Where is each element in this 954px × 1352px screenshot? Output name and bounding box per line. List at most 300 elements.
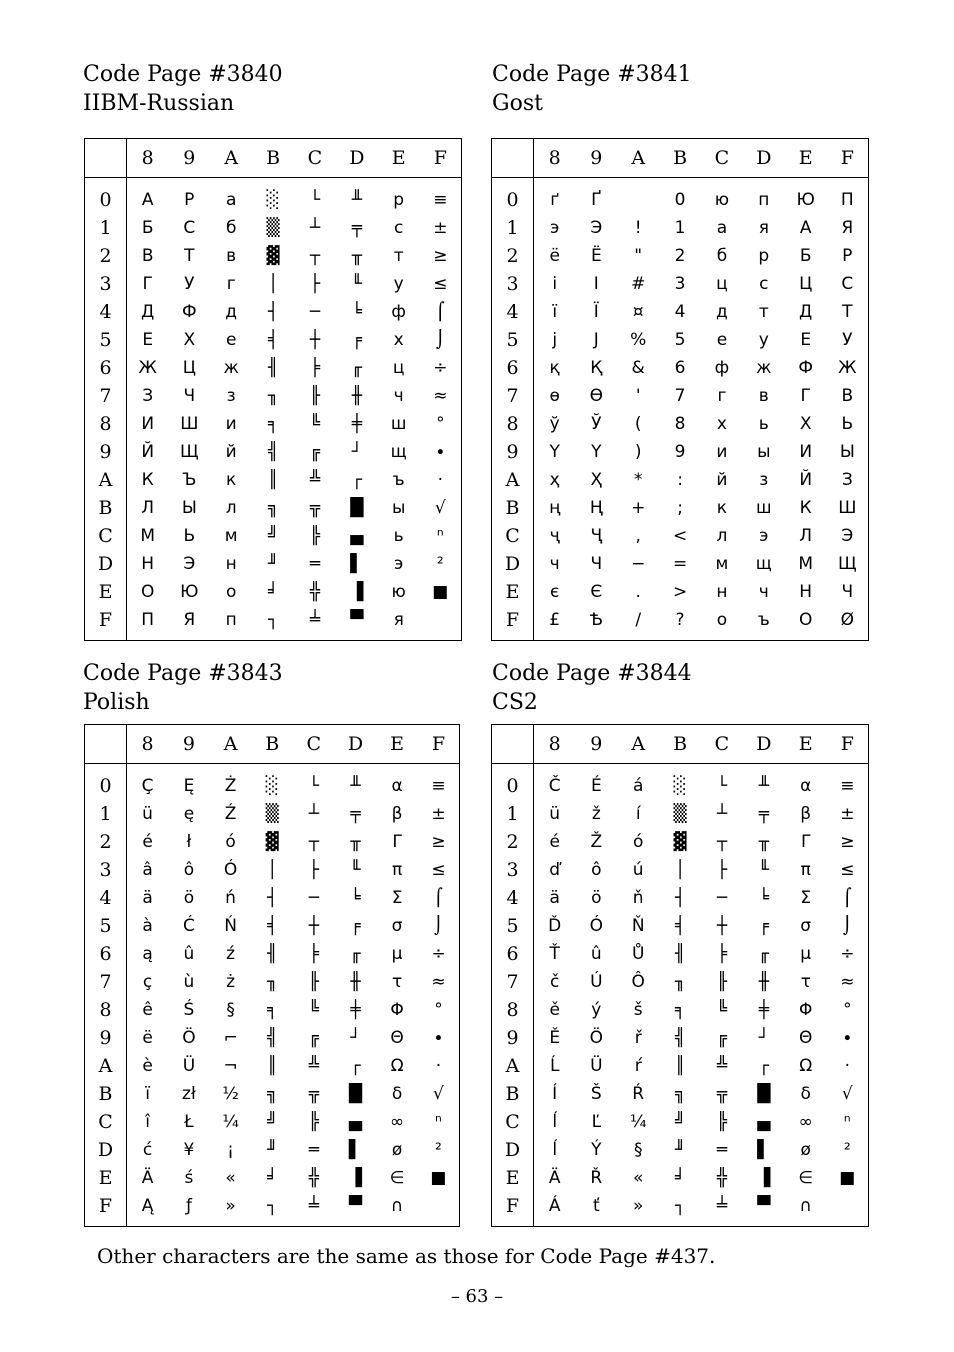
character-cell: ╬ — [716, 1167, 728, 1188]
character-cell: û — [590, 943, 602, 964]
row-header: 1 — [85, 214, 127, 242]
row-header: 3 — [85, 856, 127, 884]
column-header: B — [659, 139, 701, 178]
character-cell: ≤ — [840, 859, 855, 880]
character-cell: δ — [800, 1083, 811, 1104]
table-row — [85, 996, 460, 1024]
character-cell: Ą — [141, 1195, 154, 1216]
character-cell: н — [716, 581, 728, 602]
character-cell: ╪ — [758, 999, 769, 1020]
character-cell: Ц — [182, 357, 196, 378]
row-header: E — [492, 1164, 534, 1192]
table-row — [85, 550, 462, 578]
row-header: C — [85, 1108, 127, 1136]
character-cell: Ф — [798, 357, 813, 378]
character-cell: ≤ — [433, 273, 448, 294]
row-header: C — [492, 1108, 534, 1136]
corner-cell — [85, 725, 127, 764]
row-header: A — [492, 1052, 534, 1080]
character-cell: ╩ — [308, 1055, 319, 1076]
character-cell: Ү — [549, 441, 560, 462]
character-cell: Ч — [841, 581, 854, 602]
character-cell: ▓ — [673, 831, 687, 852]
column-header: 8 — [127, 139, 169, 178]
character-cell: ╟ — [308, 971, 319, 992]
table-row — [492, 606, 869, 641]
character-cell: ■ — [430, 1167, 447, 1188]
character-cell: с — [759, 273, 769, 294]
row-header: D — [492, 1136, 534, 1164]
character-cell: р — [393, 189, 405, 210]
character-cell: Е — [142, 329, 154, 350]
character-cell: ▓ — [265, 831, 279, 852]
character-cell: Б — [799, 245, 812, 266]
character-cell: ╢ — [267, 943, 278, 964]
character-cell: ╕ — [674, 999, 686, 1020]
character-cell: ╨ — [351, 189, 362, 210]
character-cell: ° — [843, 999, 852, 1020]
character-cell: І — [593, 273, 599, 294]
row-header: 0 — [492, 764, 534, 801]
character-cell: К — [799, 497, 812, 518]
character-cell: . — [635, 581, 641, 602]
character-cell: µ — [800, 943, 812, 964]
row-header: 6 — [85, 354, 127, 382]
character-cell: β — [800, 803, 812, 824]
character-cell: ≈ — [431, 971, 446, 992]
character-cell: ║ — [267, 1055, 278, 1076]
character-cell: ┬ — [308, 831, 319, 852]
character-cell: ù — [183, 971, 195, 992]
character-cell: Ѣ — [589, 609, 603, 630]
code-page-title: Code Page #3844 — [492, 661, 692, 686]
character-cell: ² — [843, 1139, 851, 1160]
row-header: 3 — [85, 270, 127, 298]
character-cell: ± — [433, 217, 448, 238]
character-cell: Є — [590, 581, 603, 602]
character-cell: Ä — [141, 1167, 154, 1188]
character-cell: > — [672, 581, 688, 602]
table-row — [85, 1164, 460, 1192]
code-page-caption — [83, 60, 283, 118]
row-header: 0 — [85, 178, 127, 215]
character-cell: ╚ — [309, 413, 321, 434]
character-cell: Ю — [796, 189, 815, 210]
character-cell: ╫ — [758, 971, 769, 992]
character-cell: Г — [800, 385, 811, 406]
row-header: D — [492, 550, 534, 578]
character-cell: └ — [309, 189, 321, 210]
character-cell: Σ — [391, 887, 403, 908]
character-cell: к — [716, 497, 728, 518]
character-cell: ⁿ — [435, 1111, 442, 1132]
character-cell: ƒ — [185, 1195, 192, 1216]
table-row — [85, 178, 462, 215]
character-cell: ң — [549, 497, 561, 518]
character-cell: % — [630, 329, 647, 350]
character-cell: Э — [590, 217, 603, 238]
character-cell: ▒ — [266, 217, 280, 238]
character-cell: З — [841, 469, 853, 490]
character-cell: É — [590, 775, 602, 796]
character-cell: ø — [391, 1139, 403, 1160]
character-cell: Ö — [182, 1027, 196, 1048]
character-cell: Ў — [591, 413, 602, 434]
character-cell: ├ — [716, 859, 728, 880]
character-cell: ¼ — [222, 1111, 239, 1132]
character-cell: г — [717, 385, 727, 406]
character-cell: о — [225, 581, 237, 602]
character-cell: ü — [549, 803, 561, 824]
table-row — [492, 828, 869, 856]
character-cell: ╦ — [309, 497, 321, 518]
row-header: 5 — [85, 912, 127, 940]
character-cell: Γ — [392, 831, 402, 852]
character-cell: ─ — [309, 301, 321, 322]
corner-cell — [492, 725, 534, 764]
character-cell: ⌐ — [223, 1027, 238, 1048]
character-cell: ó — [632, 831, 644, 852]
character-cell: ł — [186, 831, 192, 852]
column-header: E — [376, 725, 418, 764]
table-row — [85, 382, 462, 410]
character-cell: Ä — [548, 1167, 561, 1188]
row-header: 5 — [85, 326, 127, 354]
character-cell: î — [145, 1111, 150, 1132]
table-row — [85, 828, 460, 856]
character-cell: Ż — [224, 775, 237, 796]
character-cell: ╛ — [674, 1167, 686, 1188]
character-cell: Ш — [838, 497, 857, 518]
character-cell: / — [635, 609, 642, 630]
character-cell: µ — [391, 943, 403, 964]
character-cell: ╒ — [350, 915, 361, 936]
character-cell: М — [140, 525, 156, 546]
character-cell: Ω — [390, 1055, 404, 1076]
table-row — [492, 884, 869, 912]
column-header: A — [617, 725, 659, 764]
character-cell: ╥ — [351, 245, 362, 266]
character-cell: ⌠ — [435, 301, 445, 322]
character-cell: ⁿ — [436, 525, 444, 546]
character-cell: é — [142, 831, 153, 852]
code-page-caption — [83, 659, 283, 717]
character-cell: И — [799, 441, 813, 462]
character-cell: Ф — [181, 301, 197, 322]
character-cell: │ — [267, 859, 278, 880]
column-header: C — [701, 139, 743, 178]
character-cell: ý — [591, 999, 602, 1020]
character-cell: ô — [591, 859, 602, 880]
row-header: D — [85, 550, 127, 578]
character-cell: £ — [549, 609, 561, 630]
character-cell: Ь — [183, 525, 196, 546]
character-cell: » — [632, 1195, 644, 1216]
character-cell: π — [800, 859, 811, 880]
row-header: C — [492, 522, 534, 550]
character-cell: ' — [635, 385, 641, 406]
row-header: F — [492, 1192, 534, 1227]
character-cell: ╝ — [267, 525, 279, 546]
character-cell: ! — [634, 217, 642, 238]
character-cell: ╣ — [674, 1027, 686, 1048]
character-cell: ╦ — [308, 1083, 319, 1104]
character-cell — [418, 1192, 460, 1227]
character-cell: ╞ — [308, 943, 319, 964]
row-header: 4 — [492, 298, 534, 326]
character-cell: С — [183, 217, 196, 238]
character-cell: а — [225, 189, 237, 210]
character-cell: ┐ — [674, 1195, 686, 1216]
character-cell: ▐ — [348, 1167, 362, 1188]
character-cell: ╔ — [308, 1027, 319, 1048]
character-cell: н — [225, 553, 237, 574]
character-cell: ╖ — [267, 385, 279, 406]
row-header: 6 — [85, 940, 127, 968]
table-row — [85, 968, 460, 996]
table-row — [85, 1080, 460, 1108]
character-cell: О — [798, 609, 813, 630]
character-cell: Ň — [631, 915, 645, 936]
character-cell: τ — [800, 971, 811, 992]
character-cell: τ — [391, 971, 403, 992]
row-header: 1 — [492, 800, 534, 828]
row-header: 6 — [492, 354, 534, 382]
character-cell: Š — [590, 1083, 602, 1104]
character-cell: ╝ — [267, 1111, 278, 1132]
character-cell: Ç — [141, 775, 154, 796]
character-cell: + — [631, 497, 646, 518]
character-cell: ф — [714, 357, 730, 378]
character-cell: д — [225, 301, 238, 322]
character-cell: ö — [591, 887, 602, 908]
character-cell: ╠ — [716, 1111, 728, 1132]
character-cell: п — [758, 189, 770, 210]
column-header: 9 — [575, 725, 617, 764]
table-row — [492, 382, 869, 410]
character-cell: ю — [714, 189, 730, 210]
character-cell: ┴ — [309, 217, 321, 238]
row-header: 6 — [492, 940, 534, 968]
character-cell: ⌡ — [435, 329, 445, 350]
character-cell: 4 — [674, 301, 686, 322]
character-cell: х — [393, 329, 404, 350]
character-cell: ░ — [673, 775, 687, 796]
character-cell: Ҷ — [590, 525, 603, 546]
character-cell: ┼ — [309, 329, 321, 350]
character-cell: # — [631, 273, 646, 294]
character-cell: ╙ — [758, 859, 769, 880]
table-row — [492, 494, 869, 522]
character-cell: Ң — [589, 497, 603, 518]
character-cell: ы — [391, 497, 406, 518]
character-cell: zł — [182, 1083, 196, 1104]
table-row — [492, 522, 869, 550]
character-cell: Σ — [800, 887, 812, 908]
character-cell: ┤ — [267, 301, 279, 322]
character-cell: ╨ — [758, 775, 769, 796]
character-cell: ą — [142, 943, 153, 964]
character-cell: ╗ — [267, 497, 279, 518]
character-cell: ╘ — [758, 887, 769, 908]
character-cell: ╕ — [267, 999, 278, 1020]
row-header: F — [85, 606, 127, 641]
table-row — [85, 1192, 460, 1227]
character-cell: ± — [840, 803, 855, 824]
character-cell: К — [141, 469, 154, 490]
character-cell: ĺ — [552, 1111, 558, 1132]
character-cell: ▐ — [757, 1167, 771, 1188]
character-cell: ∙ — [434, 441, 446, 462]
character-cell: ╤ — [758, 803, 769, 824]
character-cell: ╠ — [308, 1111, 319, 1132]
character-cell: ╬ — [309, 581, 321, 602]
column-header: F — [827, 725, 869, 764]
character-cell: Ó — [223, 859, 238, 880]
character-cell: Х — [183, 329, 196, 350]
character-cell: щ — [390, 441, 407, 462]
character-cell: ╢ — [267, 357, 279, 378]
character-cell: 2 — [674, 245, 686, 266]
character-cell: ═ — [309, 553, 321, 574]
character-cell: ц — [716, 273, 728, 294]
character-cell: ╣ — [267, 1027, 278, 1048]
character-cell: ( — [634, 413, 642, 434]
character-cell: ≡ — [431, 775, 446, 796]
character-cell: é — [549, 831, 560, 852]
corner-cell — [85, 139, 127, 178]
character-cell: Θ — [390, 1027, 404, 1048]
row-header: B — [492, 1080, 534, 1108]
character-cell: Ц — [799, 273, 813, 294]
character-cell: ╢ — [674, 943, 686, 964]
row-header: 3 — [492, 270, 534, 298]
character-cell: ¥ — [183, 1139, 195, 1160]
column-header: C — [701, 725, 743, 764]
character-cell: ж — [223, 357, 239, 378]
character-cell — [827, 1192, 869, 1227]
character-cell: ę — [183, 803, 195, 824]
table-row — [85, 270, 462, 298]
character-cell: П — [840, 189, 854, 210]
row-header: B — [492, 494, 534, 522]
table-row — [85, 298, 462, 326]
row-header: B — [85, 1080, 127, 1108]
character-cell: ≥ — [433, 245, 448, 266]
character-cell: Ľ — [591, 1111, 602, 1132]
character-cell: ÷ — [840, 943, 855, 964]
character-cell: Ь — [841, 413, 854, 434]
character-cell: ╧ — [716, 1195, 728, 1216]
character-cell: Γ — [800, 831, 811, 852]
character-cell: Ô — [631, 971, 645, 992]
character-cell: ± — [431, 803, 446, 824]
table-row — [85, 242, 462, 270]
row-header: 9 — [85, 438, 127, 466]
character-cell: Х — [799, 413, 812, 434]
character-cell: Л — [141, 497, 155, 518]
code-page-title: Code Page #3843 — [83, 661, 283, 686]
character-cell: Ö — [589, 1027, 603, 1048]
character-cell: ⌡ — [434, 915, 443, 936]
character-cell: у — [393, 273, 404, 294]
character-cell: Ё — [590, 245, 602, 266]
column-header: E — [785, 725, 827, 764]
character-cell: ≡ — [433, 189, 448, 210]
character-cell: ╫ — [350, 971, 361, 992]
character-cell: ╒ — [758, 915, 769, 936]
character-cell: ▄ — [348, 1111, 362, 1132]
character-cell: ¼ — [629, 1111, 647, 1132]
character-cell: ї — [552, 301, 558, 322]
row-header: 8 — [492, 996, 534, 1024]
character-cell: 9 — [674, 441, 686, 462]
character-cell: Щ — [180, 441, 199, 462]
character-cell: α — [391, 775, 403, 796]
character-cell: т — [393, 245, 404, 266]
character-cell: & — [631, 357, 645, 378]
table-row — [492, 214, 869, 242]
column-header: 9 — [168, 725, 210, 764]
character-cell: и — [716, 441, 728, 462]
character-cell: А — [799, 217, 812, 238]
character-cell: ╓ — [350, 943, 361, 964]
character-cell: Ć — [183, 915, 195, 936]
character-cell: ┤ — [674, 887, 686, 908]
character-cell: j — [552, 329, 558, 350]
character-cell: █ — [757, 1083, 771, 1104]
table-row — [85, 410, 462, 438]
character-cell: └ — [308, 775, 319, 796]
row-header: 8 — [85, 410, 127, 438]
character-cell: ъ — [757, 609, 770, 630]
character-cell: Ŕ — [632, 1083, 645, 1104]
character-cell: е — [225, 329, 237, 350]
row-header: 9 — [85, 1024, 127, 1052]
character-cell: α — [800, 775, 812, 796]
character-cell: ∞ — [798, 1111, 813, 1132]
column-header: 8 — [127, 725, 169, 764]
character-cell: Θ — [798, 1027, 813, 1048]
row-header: 4 — [492, 884, 534, 912]
character-cell: ¤ — [632, 301, 644, 322]
character-cell: σ — [391, 915, 403, 936]
character-cell: █ — [350, 497, 364, 518]
character-cell: й — [225, 441, 237, 462]
character-cell: ä — [142, 887, 153, 908]
character-cell: ∙ — [841, 1027, 853, 1048]
character-cell: ó — [225, 831, 236, 852]
character-cell: р — [758, 245, 770, 266]
character-cell: в — [226, 245, 237, 266]
character-cell: ├ — [309, 273, 321, 294]
character-cell: ≤ — [431, 859, 446, 880]
character-cell: ¬ — [223, 1055, 238, 1076]
character-cell: š — [633, 999, 643, 1020]
character-cell: ■ — [839, 1167, 856, 1188]
character-cell: ▌ — [757, 1139, 771, 1160]
row-header: 0 — [492, 178, 534, 215]
character-cell: В — [841, 385, 854, 406]
character-cell: п — [225, 609, 237, 630]
character-cell: ç — [142, 971, 153, 992]
character-cell: ╡ — [267, 915, 278, 936]
character-cell: Ґ — [591, 189, 602, 210]
character-cell: ≈ — [840, 971, 855, 992]
table-row — [492, 856, 869, 884]
character-cell: 8 — [674, 413, 686, 434]
table-row — [85, 1024, 460, 1052]
